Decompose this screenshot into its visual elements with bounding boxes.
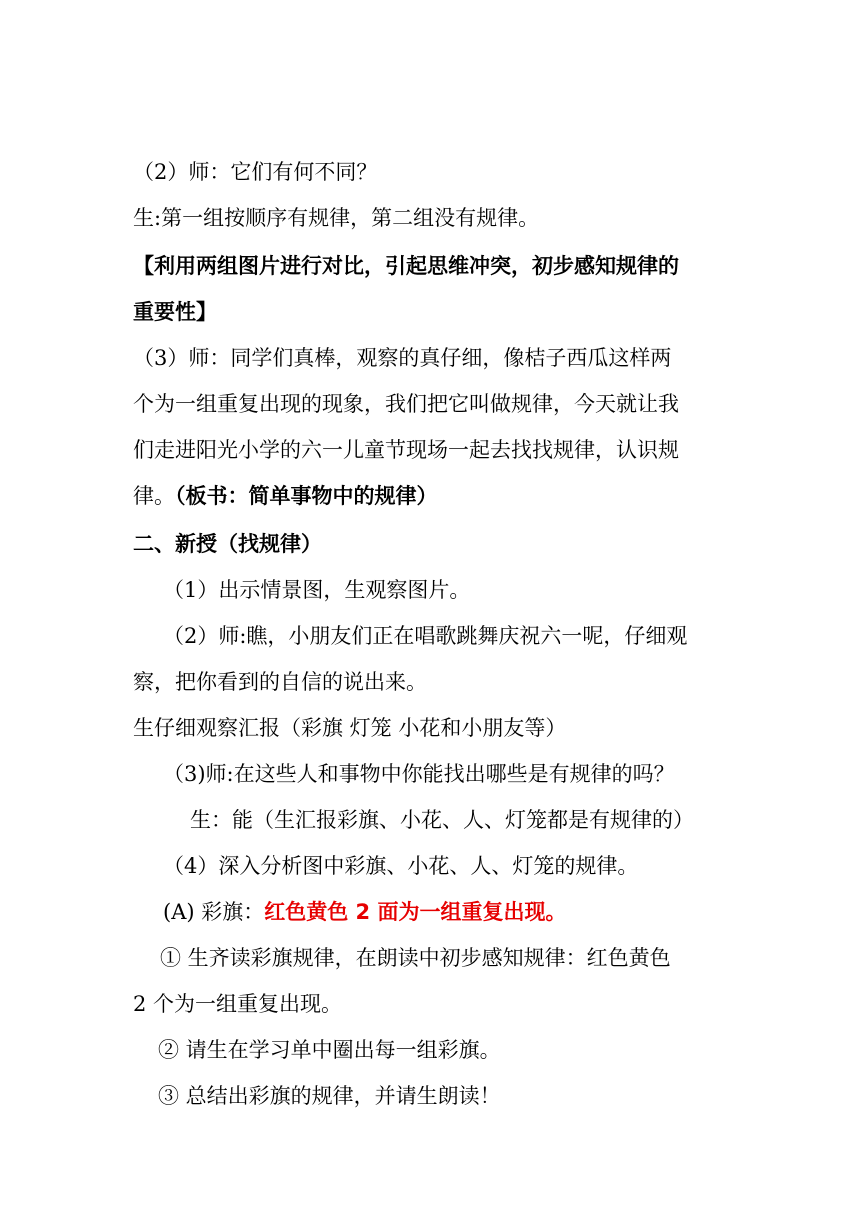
board-note: （板书：简单事物中的规律） xyxy=(175,484,438,508)
student-report-line: 生仔细观察汇报（彩旗 灯笼 小花和小朋友等） xyxy=(133,716,567,740)
teacher-paragraph-line-1: （3）师：同学们真棒，观察的真仔细，像桔子西瓜这样两 xyxy=(133,346,672,370)
student-answer-line: 生:第一组按顺序有规律，第二组没有规律。 xyxy=(133,206,540,230)
step-3-line: （3)师:在这些人和事物中你能找出哪些是有规律的吗？ xyxy=(163,762,675,786)
item-3-line: ③ 总结出彩旗的规律，并请生朗读！ xyxy=(158,1084,501,1108)
item-2-line: ② 请生在学习单中圈出每一组彩旗。 xyxy=(158,1038,501,1062)
flag-rule-highlight: 红色黄色 2 面为一组重复出现。 xyxy=(264,900,567,924)
step-2-line-1: （2）师:瞧，小朋友们正在唱歌跳舞庆祝六一呢，仔细观 xyxy=(163,624,688,648)
section-heading: 二、新授（找规律） xyxy=(133,532,322,556)
student-response-line: 生：能（生汇报彩旗、小花、人、灯笼都是有规律的） xyxy=(190,808,694,832)
design-note-line-2: 重要性】 xyxy=(133,300,217,324)
step-4-line: （4）深入分析图中彩旗、小花、人、灯笼的规律。 xyxy=(163,854,639,878)
teacher-paragraph-line-3: 们走进阳光小学的六一儿童节现场一起去找找规律，认识规 xyxy=(133,438,679,462)
design-note-line-1: 【利用两组图片进行对比，引起思维冲突，初步感知规律的 xyxy=(133,254,679,278)
step-2-line-2: 察，把你看到的自信的说出来。 xyxy=(133,670,427,694)
flag-label: (A) 彩旗： xyxy=(163,900,265,924)
item-1-line-2: 2 个为一组重复出现。 xyxy=(133,992,343,1016)
flag-rule-line xyxy=(163,898,566,926)
paragraph-end-text: 律。 xyxy=(133,484,175,508)
teacher-paragraph-line-4 xyxy=(133,482,438,510)
question-line: （2）师：它们有何不同？ xyxy=(133,160,378,184)
step-1-line: （1）出示情景图，生观察图片。 xyxy=(163,578,471,602)
item-1-line-1: ① 生齐读彩旗规律，在朗读中初步感知规律：红色黄色 xyxy=(160,946,671,970)
teacher-paragraph-line-2: 个为一组重复出现的现象，我们把它叫做规律，今天就让我 xyxy=(133,392,679,416)
